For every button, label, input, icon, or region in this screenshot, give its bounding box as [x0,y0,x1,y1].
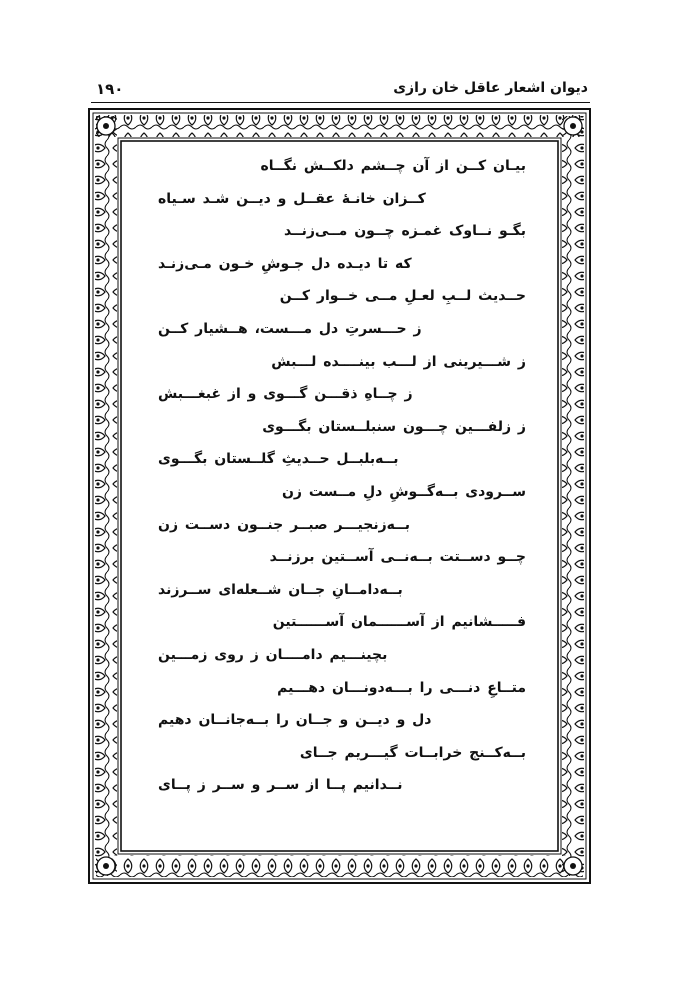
verse-line: ز شـــیرینی از لـــب بینــــده لـــبش [271,353,526,370]
verse-line: حــدیث لــبِ لعـلِ مــی خــوار کــن [279,288,526,305]
verse-line: بچینـــیم دامــــان ز روی زمـــین [158,646,388,663]
poem-body [110,150,570,802]
verse-line: ز چــاهِ ذقـــن گـــوی و از غبغـــبش [158,386,413,403]
verse-line: بــه‌زنجیـــر صبــر جنــون دســت زن [158,516,410,533]
running-title: دیوان اشعار عاقل خان رازی [393,80,588,96]
verse-line: بــه‌بلبــل حــدیثِ گلــستان بگـــوی [158,451,399,468]
page-number: ۱۹۰ [96,80,124,98]
verse-line: فـــــشانیم از آســــــمان آســــــتین [272,614,526,631]
verse-line: ز زلفـــین چـــون سنبلــستان بگـــوی [262,418,526,435]
verse-line: متــاعِ دنـــی را بـــه‌دونـــان دهـــیم [277,679,526,696]
verse-line: ز حـــسرتِ دل مـــست، هــشیار کــن [158,320,422,337]
verse-line: بــه‌دامــانِ جــان شــعله‌ای ســرزند [158,581,403,598]
verse-line: نــدانیم پــا از ســر و ســر ز پــای [158,777,403,794]
verse-line: کــزان خانـهٔ عقــل و دیــن شـد سـیاه [158,190,426,207]
verse-line: چــو دســتت بــه‌نــی آســتین برزنــد [269,549,526,566]
verse-line: که تا دیـده دل جـوشِ خـون مـی‌زنـد [158,255,412,272]
verse-line: بیـان کــن از آن چــشم دلکــش نگــاه [260,158,526,174]
verse-line: ســرودی بــه‌گــوشِ دلِ مــست زن [281,483,526,500]
verse-line: بــه‌کــنج خرابــات گیـــریم جــای [299,744,526,761]
verse-line: دل و دیــن و جــان را بــه‌جانــان دهیم [158,712,432,729]
page-header [96,80,588,102]
header-rule [91,102,590,103]
verse-line: بگـو نــاوک غمـزه چــون مــی‌زنــد [283,223,526,240]
